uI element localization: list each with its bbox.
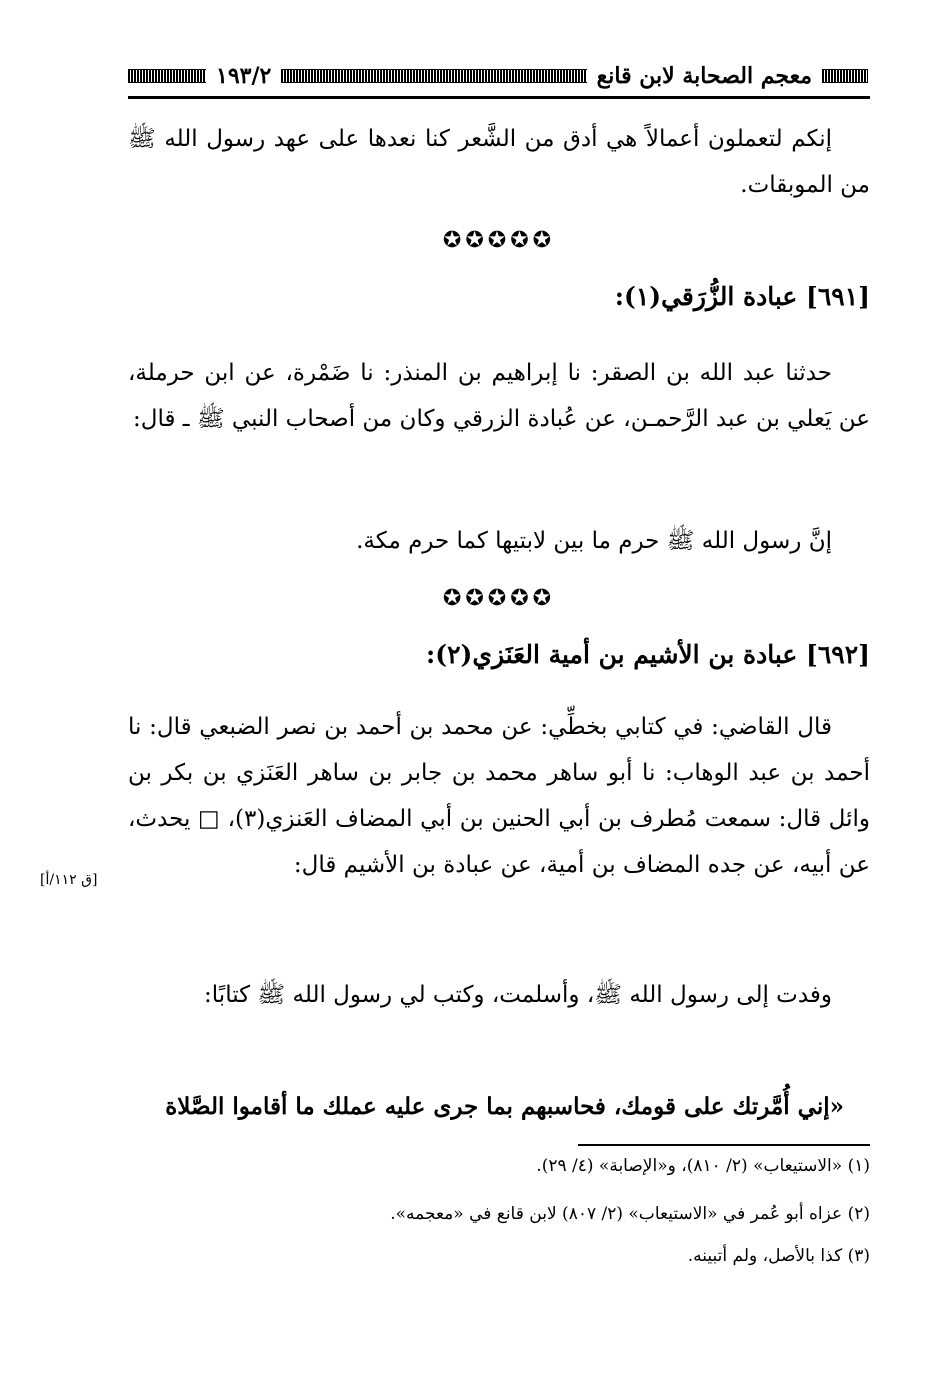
- entry-691-isnad: حدثنا عبد الله بن الصقر: نا إبراهيم بن المنذر: نا ضَمْرة، عن ابن حرملة، عن يَعلي بن عبد الرَّحمـن، عن عُبادة الزرقي وكان من أصحاب النبي ﷺ ـ قال:: [128, 360, 870, 432]
- running-header: [128, 58, 868, 94]
- entry-692-quote: «إني أُمَّرتك على قومك، فحاسبهم بما جرى عليه عملك ما أقاموا الصَّلاة: [165, 1093, 844, 1120]
- entry-692-title: [٦٩٢] عبادة بن الأشيم بن أمية العَنَزي(٢):: [426, 640, 870, 669]
- section-separator: ✪✪✪✪✪: [442, 586, 556, 611]
- book-title: معجم الصحابة لابن قانع: [596, 63, 812, 89]
- header-ornament: [281, 69, 586, 83]
- header-rule: [128, 96, 870, 99]
- entry-691-matn: إنَّ رسول الله ﷺ حرم ما بين لابتيها كما حرم مكة.: [356, 528, 832, 554]
- footnote-rule: [578, 1144, 870, 1146]
- footnote-3: (٣) كذا بالأصل، ولم أتبينه.: [687, 1246, 870, 1266]
- entry-692-isnad: قال القاضي: في كتابي بخطِّي: عن محمد بن أحمد بن نصر الضبعي قال: نا أحمد بن عبد الوهاب: نا أبو ساهر محمد بن جابر بن ساهر العَنَزي بن بكر بن وائل قال: سمعت مُطرف بن أبي الحنين بن أبي المضاف العَنزي(٣)، □ يحدث، عن أبيه، عن جده المضاف بن أمية، عن عبادة بن الأشيم قال:: [128, 714, 870, 878]
- page-number: ١٩٣/٢: [216, 63, 272, 89]
- entry-691-title: [٦٩١] عبادة الزُّرَقي(١):: [614, 282, 870, 311]
- manuscript-folio-note: [ق ١١٢/أ]: [40, 872, 98, 888]
- entry-692-matn: وفدت إلى رسول الله ﷺ، وأسلمت، وكتب لي رسول الله ﷺ كتابًا:: [204, 982, 832, 1008]
- footnote-1: (١) «الاستيعاب» (٢/ ٨١٠)، و«الإصابة» (٤/ ٢٩).: [536, 1156, 870, 1176]
- paragraph-continuation: إنكم لتعملون أعمالاً هي أدق من الشَّعر كنا نعدها على عهد رسول الله ﷺ من الموبقات.: [128, 126, 870, 198]
- header-ornament: [128, 69, 206, 83]
- header-ornament: [822, 69, 868, 83]
- section-separator: ✪✪✪✪✪: [442, 228, 556, 253]
- footnote-2: (٢) عزاه أبو عُمر في «الاستيعاب» (٢/ ٨٠٧) لابن قانع في «معجمه».: [390, 1204, 870, 1224]
